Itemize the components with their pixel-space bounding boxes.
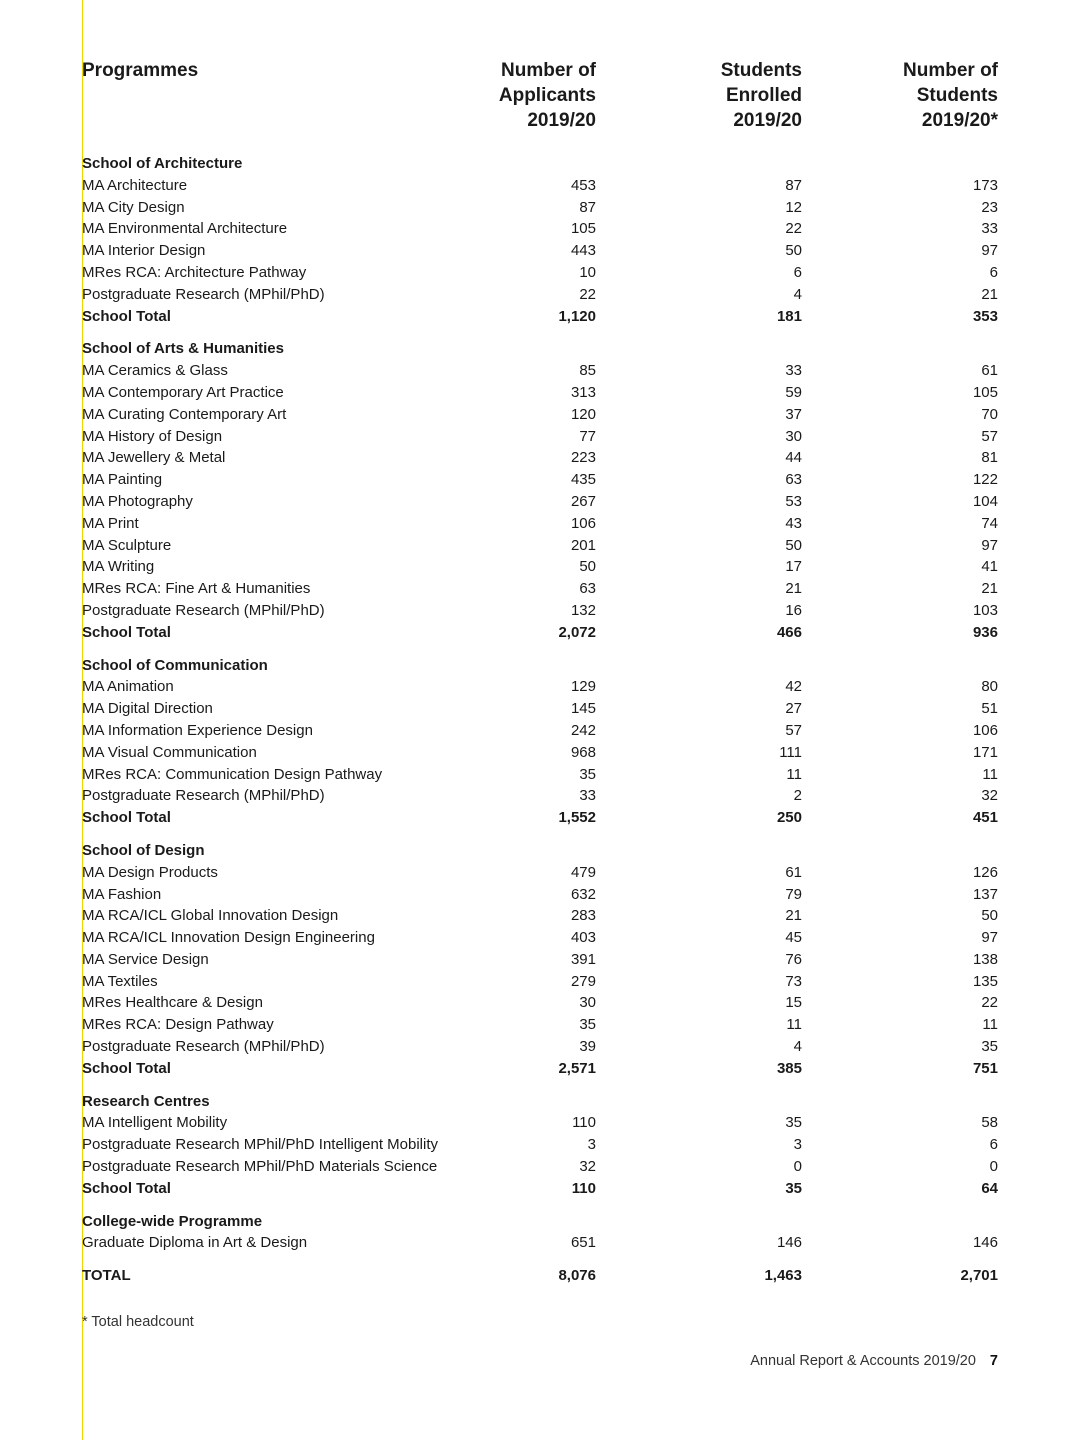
page-number: 7	[989, 1353, 998, 1369]
applicants-cell: 39	[579, 1038, 596, 1056]
programmes-table	[82, 142, 998, 1287]
applicants-cell: 105	[570, 220, 596, 238]
table-body	[82, 142, 998, 1287]
school-total-row	[82, 1058, 998, 1080]
students-cell: 81	[981, 449, 998, 467]
applicants-cell: 77	[579, 427, 596, 445]
programme-name: MA Painting	[82, 471, 163, 489]
table-row	[82, 382, 998, 404]
programme-name: MA City Design	[82, 198, 185, 216]
enrolled-cell: 11	[786, 765, 802, 783]
programme-name: MA Ceramics & Glass	[82, 362, 228, 380]
table-row	[82, 469, 998, 491]
applicants-cell: 22	[579, 285, 596, 303]
students-cell: 57	[981, 427, 998, 445]
table-row	[82, 513, 998, 535]
enrolled-cell	[596, 1200, 802, 1233]
section-header-row	[82, 829, 998, 862]
table-row	[82, 578, 998, 600]
table-row	[82, 884, 998, 906]
table-row	[82, 905, 998, 927]
table-row	[82, 426, 998, 448]
enrolled-cell	[596, 1080, 802, 1113]
students-cell	[802, 142, 998, 175]
table-row	[82, 862, 998, 884]
programme-name: MA Architecture	[82, 176, 188, 194]
enrolled-cell: 0	[793, 1158, 802, 1176]
programme-name: TOTAL	[82, 1267, 131, 1285]
footer-title: Annual Report & Accounts 2019/20	[750, 1353, 976, 1369]
enrolled-cell: 6	[793, 263, 802, 281]
programme-name: School Total	[82, 623, 171, 641]
applicants-cell: 242	[570, 721, 596, 739]
students-cell: 122	[972, 471, 998, 489]
applicants-cell: 968	[570, 743, 596, 761]
students-cell: 451	[972, 809, 998, 827]
programme-name: MA Fashion	[82, 885, 162, 903]
enrolled-cell: 57	[785, 721, 802, 739]
applicants-cell: 443	[570, 242, 596, 260]
enrolled-cell: 2	[793, 787, 802, 805]
students-cell: 11	[982, 1016, 998, 1034]
students-cell: 6	[989, 1136, 998, 1154]
enrolled-cell: 1,463	[764, 1267, 802, 1285]
programme-name: School Total	[82, 1179, 171, 1197]
students-cell: 11	[982, 765, 998, 783]
programme-name: School Total	[82, 809, 171, 827]
table-row	[82, 676, 998, 698]
applicants-cell: 106	[570, 514, 596, 532]
applicants-cell: 435	[570, 471, 596, 489]
applicants-cell: 279	[570, 972, 596, 990]
table-row	[82, 284, 998, 306]
programme-name: MRes RCA: Fine Art & Humanities	[82, 580, 311, 598]
applicants-cell: 479	[570, 863, 596, 881]
enrolled-cell: 111	[779, 743, 802, 761]
students-cell: 173	[972, 176, 998, 194]
school-total-row	[82, 1178, 998, 1200]
table-row	[82, 1036, 998, 1058]
page-footer	[750, 1353, 998, 1369]
applicants-cell: 110	[572, 1114, 596, 1132]
programme-name: MA Jewellery & Metal	[82, 449, 226, 467]
applicants-cell: 632	[570, 885, 596, 903]
enrolled-cell: 21	[785, 907, 802, 925]
applicants-cell: 2,072	[558, 623, 596, 641]
section-header-row	[82, 142, 998, 175]
students-cell: 751	[972, 1059, 998, 1077]
enrolled-cell: 87	[785, 176, 802, 194]
table-row	[82, 992, 998, 1014]
applicants-cell: 33	[579, 787, 596, 805]
programme-name: MA Textiles	[82, 972, 158, 990]
programme-name: MA Design Products	[82, 863, 218, 881]
applicants-cell: 132	[570, 601, 596, 619]
table-row	[82, 720, 998, 742]
enrolled-cell: 44	[785, 449, 802, 467]
enrolled-cell	[596, 829, 802, 862]
enrolled-cell: 16	[785, 601, 802, 619]
programme-name: MA Sculpture	[82, 536, 172, 554]
enrolled-cell: 17	[785, 558, 802, 576]
students-cell: 103	[972, 601, 998, 619]
programme-name: School of Arts & Humanities	[82, 340, 284, 358]
students-cell: 936	[972, 623, 998, 641]
enrolled-cell	[596, 142, 802, 175]
programme-name: MA Curating Contemporary Art	[82, 405, 287, 423]
programme-name: MA Information Experience Design	[82, 721, 313, 739]
header-students: Number of Students 2019/20*	[903, 60, 998, 131]
enrolled-cell: 11	[786, 1016, 802, 1034]
programme-name: MRes RCA: Architecture Pathway	[82, 263, 307, 281]
programme-name: MA Service Design	[82, 950, 209, 968]
students-cell: 353	[972, 307, 998, 325]
header-enrolled: Students Enrolled 2019/20	[720, 60, 802, 131]
students-cell: 21	[981, 580, 998, 598]
students-cell: 32	[981, 787, 998, 805]
table-row	[82, 1156, 998, 1178]
students-cell: 33	[981, 220, 998, 238]
table-row	[82, 600, 998, 622]
applicants-cell	[442, 327, 596, 360]
applicants-cell: 120	[570, 405, 596, 423]
students-cell: 80	[981, 678, 998, 696]
enrolled-cell: 12	[785, 198, 802, 216]
programme-name: Graduate Diploma in Art & Design	[82, 1234, 308, 1252]
enrolled-cell: 43	[785, 514, 802, 532]
enrolled-cell: 30	[785, 427, 802, 445]
enrolled-cell: 50	[785, 242, 802, 260]
applicants-cell: 129	[570, 678, 596, 696]
section-header-row	[82, 644, 998, 677]
header-programmes: Programmes	[82, 60, 199, 81]
table-row	[82, 262, 998, 284]
applicants-cell: 453	[570, 176, 596, 194]
enrolled-cell: 79	[785, 885, 802, 903]
applicants-cell	[442, 1080, 596, 1113]
enrolment-table-page	[82, 58, 998, 1287]
students-cell: 50	[981, 907, 998, 925]
enrolled-cell: 61	[785, 863, 802, 881]
applicants-cell	[442, 142, 596, 175]
table-row	[82, 447, 998, 469]
students-cell: 70	[981, 405, 998, 423]
enrolled-cell: 27	[785, 700, 802, 718]
enrolled-cell: 146	[776, 1234, 802, 1252]
enrolled-cell: 3	[793, 1136, 802, 1154]
applicants-cell: 313	[570, 383, 596, 401]
table-row	[82, 1014, 998, 1036]
table-row	[82, 197, 998, 219]
enrolled-cell: 35	[785, 1179, 802, 1197]
programme-name: Postgraduate Research (MPhil/PhD)	[82, 601, 325, 619]
programme-name: Postgraduate Research MPhil/PhD Materials Science	[82, 1158, 438, 1176]
table-row	[82, 535, 998, 557]
students-cell: 146	[972, 1234, 998, 1252]
programme-name: MRes RCA: Design Pathway	[82, 1016, 274, 1034]
students-cell: 138	[972, 950, 998, 968]
applicants-cell: 2,571	[558, 1059, 596, 1077]
students-cell: 126	[972, 863, 998, 881]
programme-name: MA Interior Design	[82, 242, 206, 260]
programme-name: Postgraduate Research MPhil/PhD Intelligent Mobility	[82, 1136, 439, 1154]
table-row	[82, 698, 998, 720]
table-row	[82, 949, 998, 971]
students-cell: 97	[981, 242, 998, 260]
enrolled-cell: 4	[793, 1038, 802, 1056]
programme-name: Research Centres	[82, 1092, 210, 1110]
students-cell	[802, 327, 998, 360]
applicants-cell: 1,552	[558, 809, 596, 827]
students-cell: 105	[972, 383, 998, 401]
students-cell: 51	[981, 700, 998, 718]
applicants-cell: 403	[570, 929, 596, 947]
programme-name: MA Animation	[82, 678, 174, 696]
table-row	[82, 360, 998, 382]
applicants-cell: 651	[570, 1234, 596, 1252]
table-row	[82, 927, 998, 949]
students-cell: 22	[981, 994, 998, 1012]
applicants-cell: 35	[579, 1016, 596, 1034]
enrolled-cell: 35	[785, 1114, 802, 1132]
enrolled-cell	[596, 644, 802, 677]
section-header-row	[82, 327, 998, 360]
enrolled-cell: 250	[776, 809, 802, 827]
enrolled-cell: 73	[785, 972, 802, 990]
students-cell: 58	[981, 1114, 998, 1132]
students-cell: 61	[981, 362, 998, 380]
enrolled-cell: 466	[776, 623, 802, 641]
applicants-cell: 391	[570, 950, 596, 968]
applicants-cell	[442, 1200, 596, 1233]
enrolled-cell: 33	[785, 362, 802, 380]
applicants-cell: 32	[579, 1158, 596, 1176]
table-row	[82, 556, 998, 578]
applicants-cell: 267	[570, 492, 596, 510]
section-header-row	[82, 1080, 998, 1113]
applicants-cell: 10	[579, 263, 596, 281]
programme-name: Postgraduate Research (MPhil/PhD)	[82, 787, 325, 805]
table-row	[82, 1112, 998, 1134]
table-row	[82, 240, 998, 262]
programme-name: School of Design	[82, 841, 205, 859]
programme-name: Postgraduate Research (MPhil/PhD)	[82, 285, 325, 303]
applicants-cell: 110	[571, 1179, 596, 1197]
programme-name: MA Print	[82, 514, 139, 532]
programme-name: School of Communication	[82, 656, 268, 674]
programme-name: MA RCA/ICL Global Innovation Design	[82, 907, 339, 925]
school-total-row	[82, 807, 998, 829]
table-header	[82, 58, 998, 142]
students-cell: 171	[972, 743, 998, 761]
programme-name: College-wide Programme	[82, 1212, 263, 1230]
table-row	[82, 764, 998, 786]
programme-name: MA Environmental Architecture	[82, 220, 288, 238]
applicants-cell: 30	[579, 994, 596, 1012]
table-row	[82, 218, 998, 240]
students-cell	[802, 644, 998, 677]
students-cell: 104	[972, 492, 998, 510]
table-row	[82, 491, 998, 513]
students-cell: 106	[972, 721, 998, 739]
enrolled-cell: 50	[785, 536, 802, 554]
programme-name: MA Digital Direction	[82, 700, 213, 718]
enrolled-cell: 53	[785, 492, 802, 510]
applicants-cell: 3	[587, 1136, 596, 1154]
school-total-row	[82, 622, 998, 644]
programme-name: MRes Healthcare & Design	[82, 994, 263, 1012]
programme-name: MA Visual Communication	[82, 743, 257, 761]
enrolled-cell: 181	[776, 307, 802, 325]
applicants-cell: 35	[579, 765, 596, 783]
table-row	[82, 175, 998, 197]
programme-name: School of Architecture	[82, 155, 243, 172]
applicants-cell	[442, 644, 596, 677]
header-applicants: Number of Applicants 2019/20	[498, 60, 596, 131]
students-cell: 23	[981, 198, 998, 216]
students-cell: 6	[989, 263, 998, 281]
applicants-cell: 63	[579, 580, 596, 598]
students-cell	[802, 829, 998, 862]
section-header-row	[82, 1200, 998, 1233]
applicants-cell: 223	[570, 449, 596, 467]
students-cell: 21	[981, 285, 998, 303]
school-total-row	[82, 306, 998, 328]
table-row	[82, 785, 998, 807]
applicants-cell	[442, 829, 596, 862]
applicants-cell: 50	[579, 558, 596, 576]
programme-name: MA Photography	[82, 492, 193, 510]
applicants-cell: 87	[579, 198, 596, 216]
programme-name: MRes RCA: Communication Design Pathway	[82, 765, 383, 783]
students-cell	[802, 1200, 998, 1233]
grand-total-row	[82, 1254, 998, 1287]
students-cell	[802, 1080, 998, 1113]
table-row	[82, 404, 998, 426]
enrolled-cell: 4	[793, 285, 802, 303]
table-row	[82, 971, 998, 993]
students-cell: 137	[972, 885, 998, 903]
enrolled-cell: 385	[776, 1059, 802, 1077]
enrolled-cell: 22	[785, 220, 802, 238]
enrolled-cell: 45	[785, 929, 802, 947]
applicants-cell: 8,076	[558, 1267, 596, 1285]
programme-name: MA Contemporary Art Practice	[82, 383, 284, 401]
programme-name: Postgraduate Research (MPhil/PhD)	[82, 1038, 325, 1056]
students-cell: 97	[981, 536, 998, 554]
programme-name: MA Writing	[82, 558, 155, 576]
applicants-cell: 85	[579, 362, 596, 380]
students-cell: 41	[981, 558, 998, 576]
programme-name: School Total	[82, 1059, 171, 1077]
applicants-cell: 1,120	[558, 307, 596, 325]
applicants-cell: 201	[570, 536, 596, 554]
students-cell: 74	[981, 514, 998, 532]
programme-name: MA RCA/ICL Innovation Design Engineering	[82, 929, 375, 947]
applicants-cell: 145	[570, 700, 596, 718]
enrolled-cell	[596, 327, 802, 360]
applicants-cell: 283	[570, 907, 596, 925]
table-row	[82, 1134, 998, 1156]
programme-name: School Total	[82, 307, 171, 325]
enrolled-cell: 21	[785, 580, 802, 598]
students-cell: 97	[981, 929, 998, 947]
students-cell: 0	[989, 1158, 998, 1176]
programme-name: MA Intelligent Mobility	[82, 1114, 228, 1132]
enrolled-cell: 76	[785, 950, 802, 968]
enrolled-cell: 37	[785, 405, 802, 423]
students-cell: 64	[981, 1179, 998, 1197]
students-cell: 35	[981, 1038, 998, 1056]
enrolled-cell: 63	[785, 471, 802, 489]
students-cell: 2,701	[960, 1267, 998, 1285]
table-row	[82, 742, 998, 764]
enrolled-cell: 59	[785, 383, 802, 401]
enrolled-cell: 15	[785, 994, 802, 1012]
table-row	[82, 1232, 998, 1254]
students-cell: 135	[972, 972, 998, 990]
enrolled-cell: 42	[785, 678, 802, 696]
footnote: * Total headcount	[82, 1314, 194, 1330]
programme-name: MA History of Design	[82, 427, 223, 445]
